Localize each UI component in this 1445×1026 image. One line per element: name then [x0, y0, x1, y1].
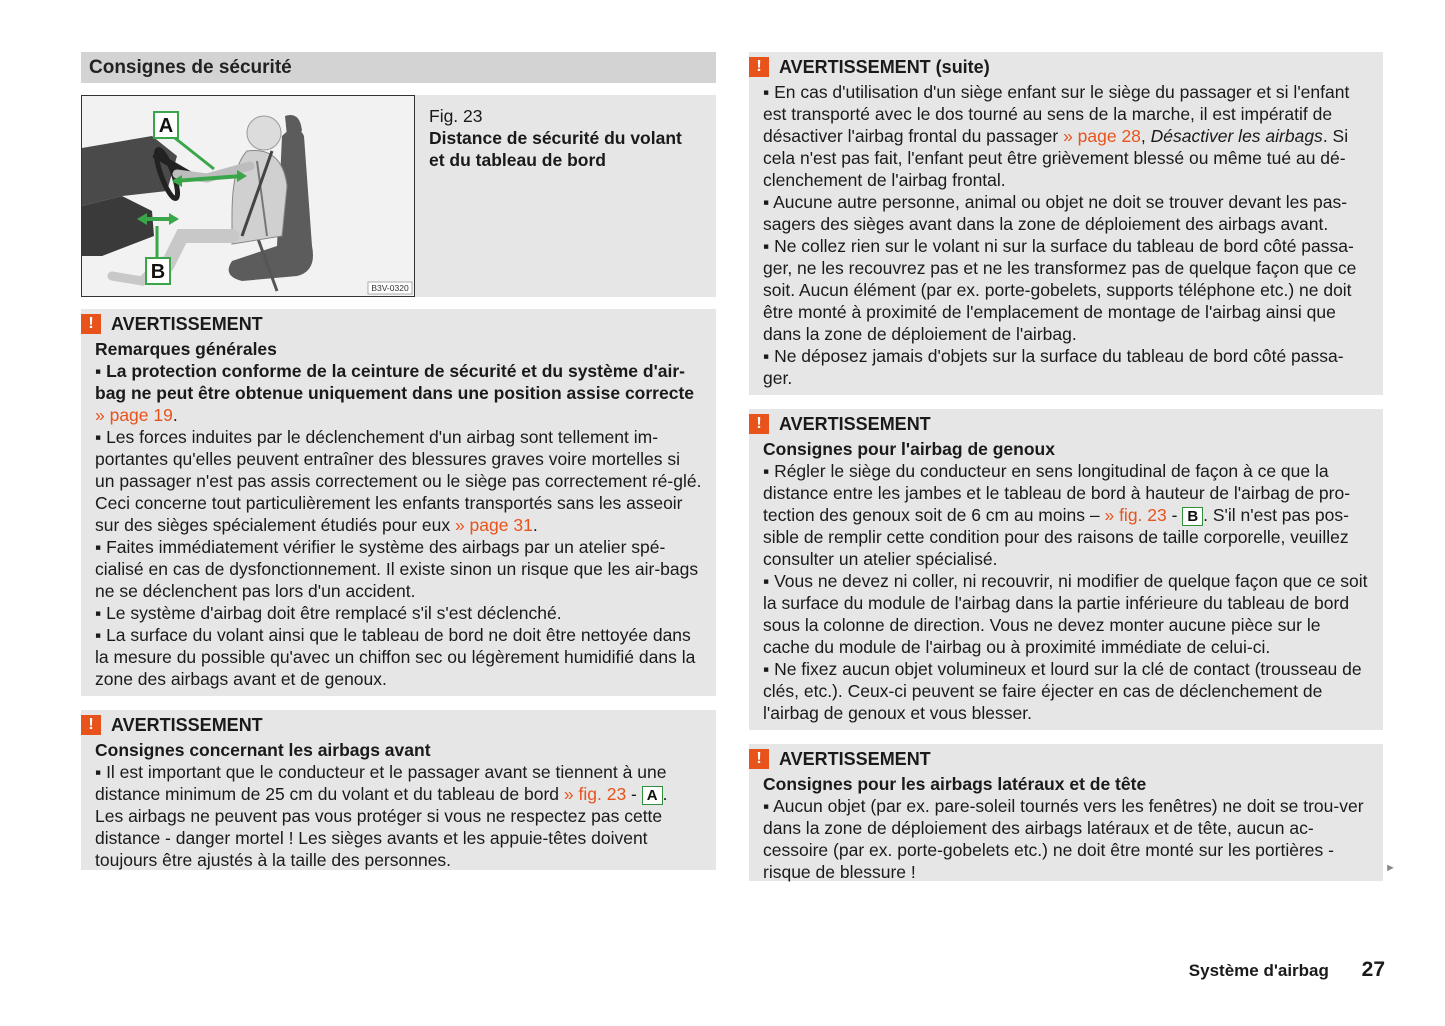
- warning-text: ▪ La surface du volant ainsi que le tableau de bord ne doit être nettoyée dans la mesure du possible qu'avec un chiffon sec ou légèrement humidifié dans la zone des airbags avant et de genoux.: [95, 625, 696, 689]
- page-footer: [1189, 958, 1385, 982]
- page-19-link[interactable]: » page 19: [95, 405, 173, 425]
- warning-text: ▪ Il est important que le conducteur et le passager avant se tiennent à une distance minimum de 25 cm du volant et du tableau de bord: [95, 762, 667, 804]
- warning-text: Les airbags ne peuvent pas vous protéger si vous ne respectez pas cette distance - danger mortel ! Les sièges avants et les appuie-têtes doivent toujours être ajustés à la taille des personnes.: [95, 806, 663, 870]
- label-a-ref: A: [642, 786, 663, 805]
- warning-title: AVERTISSEMENT: [111, 313, 263, 334]
- warning-title: AVERTISSEMENT: [111, 714, 263, 735]
- warning-text: ▪ En cas d'utilisation d'un siège enfant sur le siège du passager et si l'enfant est transporté avec le dos tourné au sens de la marche, il est impératif de désactiver l'airbag frontal du passager: [763, 82, 1350, 146]
- warning-text: ▪ Ne collez rien sur le volant ni sur la surface du tableau de bord côté passa-ger, ne les recouvrez pas et ne les transformez pas de quelque façon que ce soit. Aucun élément (par ex. porte-gobelets, supports téléphone etc.) ne doit être monté à proximité de l'emplacement de montage de l'airbag ainsi que dans la zone de déploiement de l'airbag.: [763, 236, 1357, 344]
- warning-text: ▪ Le système d'airbag doit être remplacé s'il s'est déclenché.: [95, 603, 562, 623]
- warning-icon: !: [749, 749, 769, 769]
- figure-title-line1: Distance de sécurité du volant: [429, 128, 682, 148]
- warning-side-head-airbags: [749, 744, 1383, 881]
- warning-icon: !: [749, 414, 769, 434]
- warning-front-airbags: ! AVERTISSEMENT Consignes concernant les airbags avant ▪ Il est important que le conducteur et le passager avant se tiennent à une distance minimum de 25 cm du volant et du tableau de bord » fig. 23 - A . Les airbags ne peuvent pas vous protéger si vous ne respectez pas cette distance - danger mortel ! Les sièges avants et les appuie-têtes doivent toujours être ajustés à la taille des personnes.: [81, 710, 716, 870]
- warning-text: ▪ Ne déposez jamais d'objets sur la surface du tableau de bord côté passa-ger.: [763, 346, 1344, 388]
- fig-23-link[interactable]: » fig. 23: [1104, 505, 1167, 525]
- warning-text: ▪ La protection conforme de la ceinture de sécurité et du système d'air-bag ne peut être obtenue uniquement dans une position assise correcte: [95, 361, 695, 403]
- figure-23: [81, 95, 716, 297]
- driver-leg: [167, 236, 232, 266]
- figure-number: Fig. 23: [429, 106, 483, 126]
- fig-23-link[interactable]: » fig. 23: [563, 784, 627, 804]
- label-a: A: [158, 115, 174, 137]
- warning-continued: ! AVERTISSEMENT (suite) ▪ En cas d'utilisation d'un siège enfant sur le siège du passager et si l'enfant est transporté avec le dos tourné au sens de la marche, il est impératif de désactiver l'airbag frontal du passager » page 28, Désactiver les airbags. Si cela n'est pas fait, l'enfant peut être grièvement blessé ou même tué au dé-clenchement de l'airbag frontal. ▪ Aucune autre personne, animal ou objet ne doit se trouver devant les pas-sagers des sièges avant dans la zone de déploiement des airbags avant. ▪ Ne collez rien sur le volant ni sur la surface du tableau de bord côté passa-ger, ne les recouvrez pas et ne les transformez pas de quelque façon que ce soit. Aucun élément (par ex. porte-gobelets, supports téléphone etc.) ne doit être monté à proximité de l'emplacement de montage de l'airbag ainsi que dans la zone de déploiement de l'airbag. ▪ Ne déposez jamais d'objets sur la surface du tableau de bord côté passa-ger.: [749, 52, 1383, 395]
- warning-subtitle: Consignes pour les airbags latéraux et de tête: [763, 774, 1147, 794]
- warning-general: ! AVERTISSEMENT Remarques générales ▪ La protection conforme de la ceinture de sécurité et du système d'air-bag ne peut être obtenue uniquement dans une position assise correcte » page 19. ▪ Les forces induites par le déclenchement d'un airbag sont tellement im-portantes qu'elles peuvent entraîner des blessures graves voire mortelles si un passager n'est pas assis correctement ou le siège pas correctement ré-glé. Ceci concerne tout particulièrement les enfants transportés sans les asseoir sur des sièges spécialement étudiés pour eux » page 31. ▪ Faites immédiatement vérifier le système des airbags par un atelier spé-cialisé en cas de dysfonctionnement. Il existe sinon un risque que les air-bags ne se déclenchent pas lors d'un accident. ▪ Le système d'airbag doit être remplacé s'il s'est déclenché. ▪ La surface du volant ainsi que le tableau de bord ne doit être nettoyée dans la mesure du possible qu'avec un chiffon sec ou légèrement humidifié dans la zone des airbags avant et de genoux.: [81, 309, 716, 696]
- warning-knee-airbag: ! AVERTISSEMENT Consignes pour l'airbag de genoux ▪ Régler le siège du conducteur en sens longitudinal de façon à ce que la distance entre les jambes et le tableau de bord à hauteur de l'airbag de pro-tection des genoux soit de 6 cm au moins – » fig. 23 - B . S'il n'est pas pos-sible de remplir cette condition pour des raisons de taille corporelle, veuillez consulter un atelier spécialisé. ▪ Vous ne devez ni coller, ni recouvrir, ni modifier de quelque façon que ce soit la surface du module de l'airbag dans la partie inférieure du tableau de bord sous la colonne de direction. Vous ne devez monter aucune pièce sur le cache du module de l'airbag ou à proximité immédiate de celui-ci. ▪ Ne fixez aucun objet volumineux et lourd sur la clé de contact (trousseau de clés, etc.). Ceux-ci peuvent se faire éjecter en cas de déclenchement de l'airbag de genoux et vous blesser.: [749, 409, 1383, 730]
- driver-head: [247, 116, 281, 150]
- figure-caption: [415, 95, 716, 297]
- dashboard-shape: [82, 136, 177, 206]
- seat-position-illustration: [81, 95, 415, 297]
- figure-code: B3V-0320: [371, 283, 409, 293]
- warning-text: ▪ Les forces induites par le déclenchement d'un airbag sont tellement im-portantes qu'elles peuvent entraîner des blessures graves voire mortelles si un passager n'est pas assis correctement ou le siège pas correctement ré-glé. Ceci concerne tout particulièrement les enfants transportés sans les asseoir sur des sièges spécialement étudiés pour eux: [95, 427, 702, 535]
- warning-text: ▪ Ne fixez aucun objet volumineux et lourd sur la clé de contact (trousseau de clés, etc.). Ceux-ci peuvent se faire éjecter en cas de déclenchement de l'airbag de genoux et vous blesser.: [763, 659, 1362, 723]
- warning-subtitle: Remarques générales: [95, 339, 277, 359]
- label-b: B: [150, 261, 166, 283]
- left-column: [81, 52, 716, 870]
- warning-icon: !: [81, 715, 101, 735]
- warning-text: ▪ Aucune autre personne, animal ou objet ne doit se trouver devant les pas-sagers des sièges avant dans la zone de déploiement des airbags avant.: [763, 192, 1348, 234]
- warning-title: AVERTISSEMENT: [779, 748, 931, 769]
- warning-text: ▪ Aucun objet (par ex. pare-soleil tournés vers les fenêtres) ne doit se trou-ver dans la zone de déploiement des airbags latéraux et de tête, aucun ac-cessoire (par ex. porte-gobelets etc.) ne doit être monté sur les portières - risque de blessure !: [763, 796, 1364, 882]
- page-28-link[interactable]: » page 28: [1063, 126, 1141, 146]
- warning-text: ▪ Vous ne devez ni coller, ni recouvrir, ni modifier de quelque façon que ce soit la surface du module de l'airbag dans la partie inférieure du tableau de bord sous la colonne de direction. Vous ne devez monter aucune pièce sur le cache du module de l'airbag ou à proximité immédiate de celui-ci.: [763, 571, 1368, 657]
- warning-icon: !: [749, 57, 769, 77]
- section-title: Consignes de sécurité: [81, 52, 716, 83]
- label-b-ref: B: [1182, 507, 1203, 526]
- page-31-link[interactable]: » page 31: [454, 515, 533, 535]
- warning-text: ▪ Régler le siège du conducteur en sens longitudinal de façon à ce que la distance entre les jambes et le tableau de bord à hauteur de l'airbag de pro-tection des genoux soit de 6 cm au moins –: [763, 461, 1351, 525]
- warning-title: AVERTISSEMENT (suite): [779, 56, 990, 77]
- figure-title-line2: et du tableau de bord: [429, 150, 606, 170]
- driver-seat-drawing: [82, 96, 414, 296]
- page-number: 27: [1361, 958, 1385, 981]
- warning-subtitle: Consignes concernant les airbags avant: [95, 740, 431, 760]
- chapter-title: Système d'airbag: [1188, 961, 1329, 980]
- dashboard-lower-shape: [82, 196, 154, 256]
- warning-title: AVERTISSEMENT: [779, 413, 931, 434]
- warning-text: ▪ Faites immédiatement vérifier le système des airbags par un atelier spé-cialisé en cas de dysfonctionnement. Il existe sinon un risque que les air-bags ne se déclenchent pas lors d'un accident.: [95, 537, 699, 601]
- warning-subtitle: Consignes pour l'airbag de genoux: [763, 439, 1055, 459]
- warning-icon: !: [81, 314, 101, 334]
- continue-arrow-icon: ►: [1385, 862, 1396, 874]
- right-column: [749, 52, 1383, 881]
